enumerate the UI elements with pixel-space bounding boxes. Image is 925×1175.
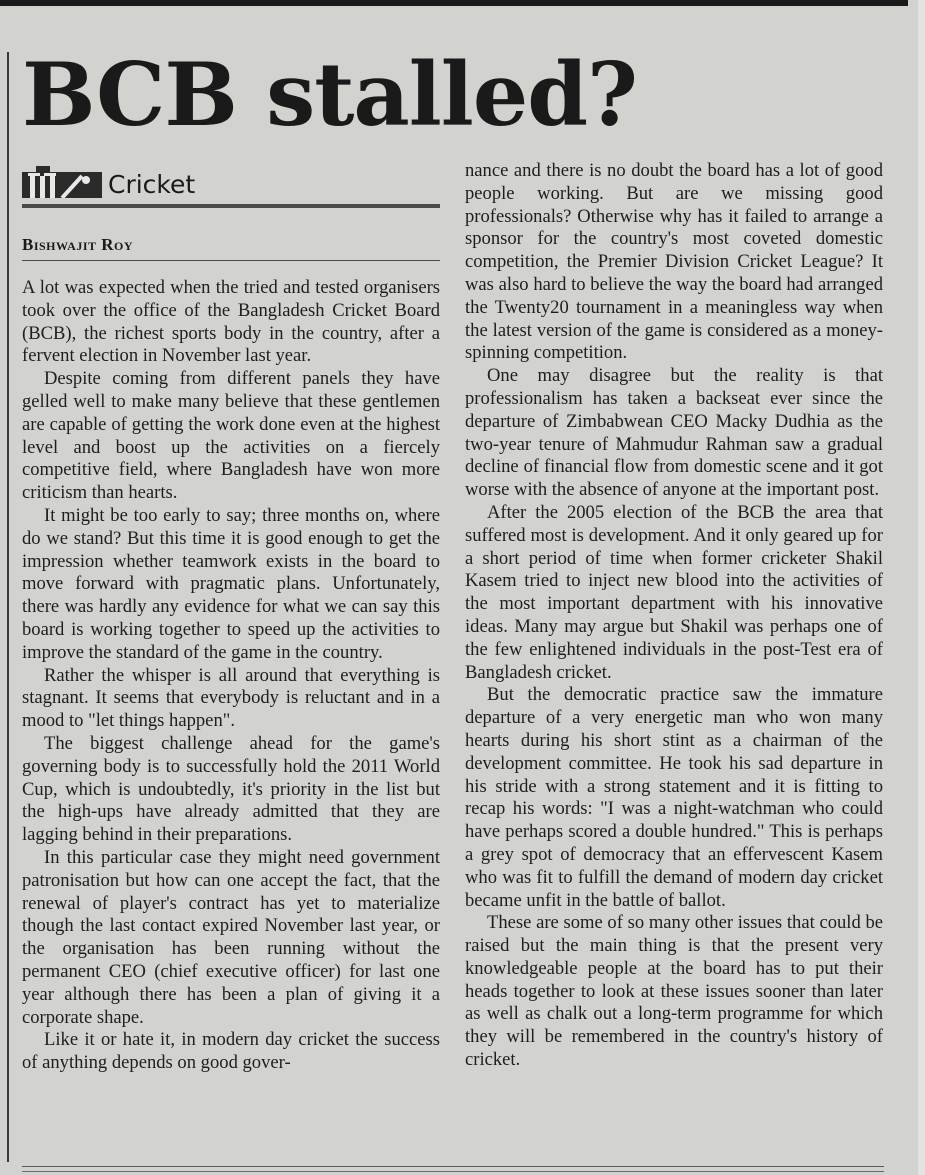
byline-rule [22,260,440,261]
paragraph: A lot was expected when the tried and tested organisers took over the office of the Bangladesh Cricket Board (BCB), the richest sports body in the country, after a fervent election in November last year. [22,277,440,367]
paragraph: But the democratic practice saw the immature departure of a very energetic man who won many hearts during his short stint as a chairman of the development committee. He took his sad departure in his stride with a strong statement and it is fitting to recap his words: "I was a night-watchman who could have perhaps scored a double hundred." This is perhaps a grey spot of democracy that an effervescent Kasem who was fit to fulfill the demand of modern day cricket became unfit in the battle of ballot. [465,684,883,911]
left-column-rule [7,52,9,1162]
paragraph: In this particular case they might need government patronisation but how can one accept the fact, that the renewal of player's contract has yet to materialize though the last contact expired November last year, or the organisation has been running without the permanent CEO (chief executive officer) for last one year although there has been a plan of giving it a corporate shape. [22,846,440,1028]
section-label: Cricket [108,170,196,199]
paragraph: After the 2005 election of the BCB the area that suffered most is development. And it only geared up for a short period of time when former cricketer Shakil Kasem tried to inject new blood into the activities of the most important department with his innovative ideas. Many may argue but Shakil was perhaps one of the few enlightened individuals in the post-Test era of Bangladesh cricket. [465,501,883,683]
paragraph: One may disagree but the reality is that professionalism has taken a backseat ever since the departure of Zimbabwean CEO Macky Dudhia as the two-year tenure of Mahmudur Rahman saw a gradual decline of financial flow from domestic scene and it got worse with the absence of anyone at the important post. [465,365,883,501]
paragraph: Rather the whisper is all around that everything is stagnant. It seems that everybody is reluctant and in a mood to "let things happen". [22,664,440,732]
paragraph: Despite coming from different panels they have gelled well to make many believe that these gentlemen are capable of getting the work done even at the highest level and boost up the activities on a fiercely competitive field, where Bangladesh have won more criticism than hearts. [22,368,440,504]
paragraph: The biggest challenge ahead for the game's governing body is to successfully hold the 2011 World Cup, which is undoubtedly, it's priority in the list but the high-ups have already admitted that they are lagging behind in their preparations. [22,732,440,846]
cricket-stumps-icon [22,166,102,198]
paragraph: Like it or hate it, in modern day cricket the success of anything depends on good gover- [22,1029,440,1074]
page-edge [918,0,925,1175]
paragraph: These are some of so many other issues that could be raised but the main thing is that the present very knowledgeable people at the board has to put their heads together to look at these issues sooner than later as well as chalk out a long-term programme for which they will be remembered in the country's history of cricket. [465,912,883,1071]
paragraph: It might be too early to say; three months on, where do we stand? But this time it is good enough to get the impression whether teamwork exists in the board to move forward with pragmatic plans. Unfortunately, there was hardly any evidence for what we can say this board is working together to speed up the activities to improve the standard of the game in the country. [22,504,440,663]
section-header [22,160,440,208]
bottom-rule [22,1166,884,1167]
section-rule [22,204,440,208]
left-column [22,160,440,1075]
byline: Bishwajit Roy [22,235,134,254]
right-column [465,160,883,1072]
headline: BCB stalled? [22,43,638,146]
top-rule [0,0,908,6]
paragraph: nance and there is no doubt the board has a lot of good people working. But are we missing good professionals? Otherwise why has it failed to arrange a sponsor for the country's most coveted domestic competition, the Premier Division Cricket League? It was also hard to believe the way the board had arranged the Twenty20 tournament in a meaningless way when the latest version of the game is considered as a money-spinning competition. [465,160,883,364]
bottom-rule-secondary [22,1171,884,1172]
